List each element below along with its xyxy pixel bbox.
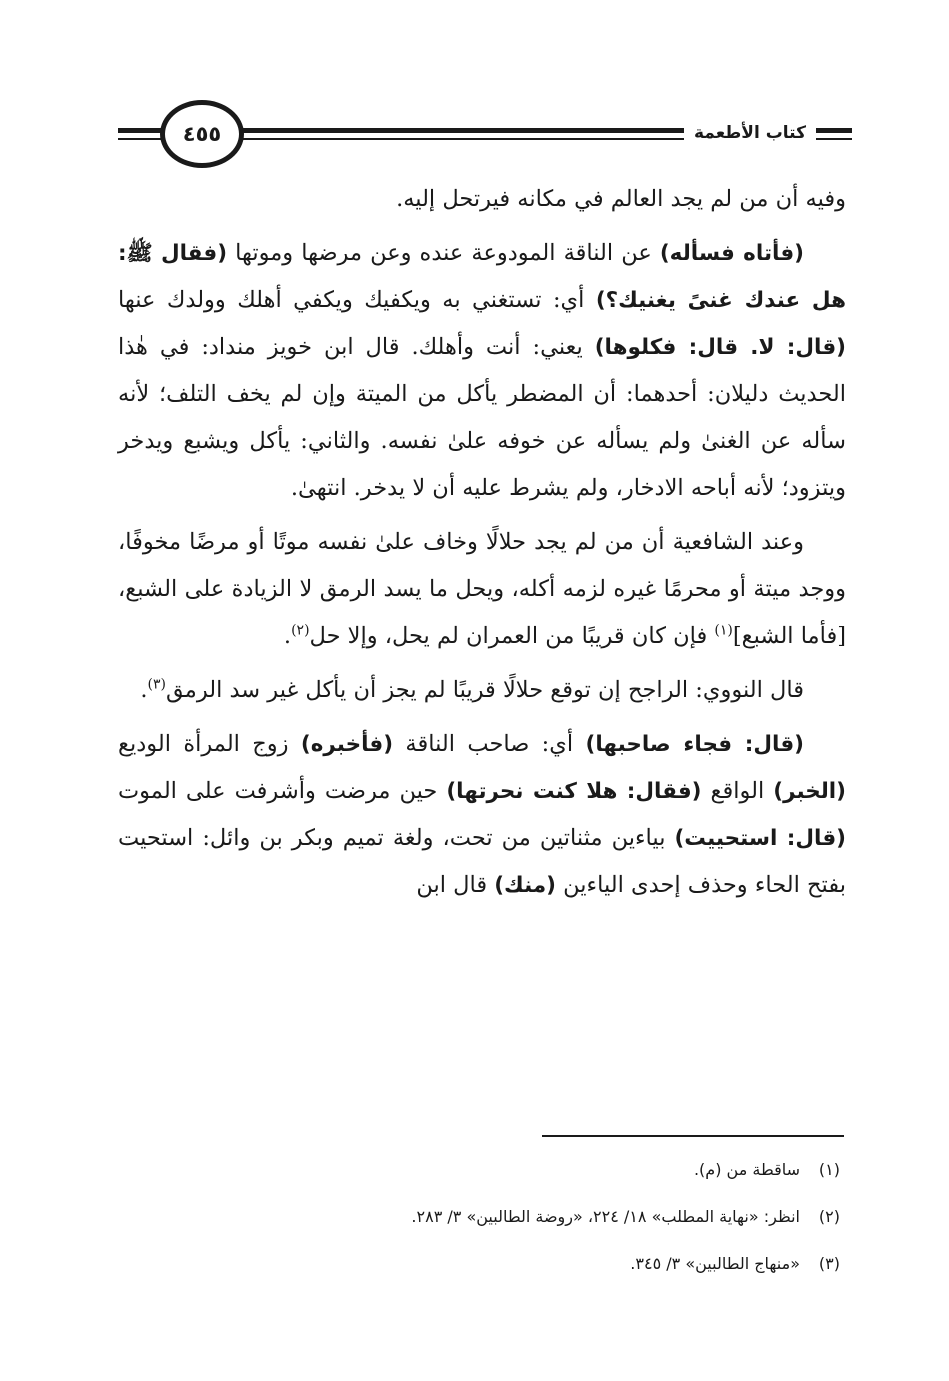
commentary-text: فإن كان قريبًا من العمران لم يحل، وإلا حل bbox=[309, 623, 715, 649]
matn-quote: (فقال ﷺ: هل عندك غنىً يغنيك؟) bbox=[118, 241, 847, 313]
footnote-number: (١) bbox=[818, 1160, 840, 1179]
footnote-text: ساقطة من (م). bbox=[693, 1160, 800, 1179]
footnote-text: «منهاج الطالبين» ٣/ ٣٤٥. bbox=[630, 1254, 800, 1273]
commentary-text: . bbox=[283, 623, 292, 649]
book-title: كتاب الأطعمة bbox=[684, 118, 816, 148]
matn-quote: (الخبر) bbox=[773, 779, 846, 804]
footnote-1 bbox=[118, 1146, 840, 1193]
paragraph-1-text: وفيه أن من لم يجد العالم في مكانه فيرتحل إليه. bbox=[396, 186, 846, 212]
matn-quote: (فقال: هلا كنت نحرتها) bbox=[446, 779, 702, 804]
main-text bbox=[118, 176, 846, 916]
paragraph-1 bbox=[118, 176, 846, 223]
commentary-text: يعني: أنت وأهلك. قال ابن خويز منداد: في هٰذا الحديث دليلان: أحدهما: أن المضطر يأكل من الميتة وإن لم يخف التلف؛ لأنه سأله عن الغنىٰ ولم يسأله عن خوفه علىٰ نفسه. والثاني: يأكل ويشبع ويدخر ويتزود؛ لأنه أباحه الادخار، ولم يشرط عليه أن لا يدخر. انتهىٰ. bbox=[118, 334, 846, 501]
matn-quote: (فأتاه فسأله) bbox=[659, 241, 804, 266]
commentary-text: أي: تستغني به ويكفيك ويكفي أهلك وولدك عنها bbox=[118, 287, 596, 313]
matn-quote: (فأخبره) bbox=[300, 732, 394, 757]
footnote-text: انظر: «نهاية المطلب» ١٨/ ٢٢٤، «روضة الطالبين» ٣/ ٢٨٣. bbox=[411, 1207, 800, 1226]
commentary-text: زوج المرأة الوديع bbox=[118, 731, 301, 757]
footnote-ref-2: (٢) bbox=[291, 622, 310, 639]
paragraph-5 bbox=[118, 721, 846, 909]
footnote-number: (٣) bbox=[818, 1254, 840, 1273]
paragraph-3 bbox=[118, 519, 846, 660]
footnote-number: (٢) bbox=[818, 1207, 840, 1226]
commentary-text: الواقع bbox=[701, 778, 774, 804]
commentary-text: حين مرضت وأشرفت على الموت bbox=[118, 778, 447, 804]
footnote-ref-1: (١) bbox=[714, 622, 733, 639]
footnote-3 bbox=[118, 1240, 840, 1287]
paragraph-4 bbox=[118, 667, 846, 714]
paragraph-2 bbox=[118, 230, 846, 512]
commentary-text: عن الناقة المودوعة عنده وعن مرضها وموتها bbox=[227, 240, 660, 266]
commentary-text: وعند الشافعية أن من لم يجد حلالًا وخاف علىٰ نفسه موتًا أو مرضًا مخوفًا، ووجد ميتة أو محرمًا غيره لزمه أكله، ويحل ما يسد الرمق لا الزيادة على الشبع، [فأما الشبع] bbox=[118, 529, 846, 649]
footnote-separator bbox=[542, 1135, 844, 1137]
footnote-2 bbox=[118, 1193, 840, 1240]
commentary-text: بياءين مثناتين من تحت، ولغة تميم وبكر بن وائل: استحيت بفتح الحاء وحذف إحدى الياءين bbox=[118, 825, 846, 898]
commentary-text: قال النووي: الراجح إن توقع حلالًا قريبًا لم يجز أن يأكل غير سد الرمق bbox=[166, 677, 804, 703]
matn-quote: (قال: لا. قال: فكلوها) bbox=[594, 335, 846, 360]
matn-quote: (قال: استحييت) bbox=[674, 826, 846, 851]
commentary-text: أي: صاحب الناقة bbox=[393, 731, 586, 757]
page-header bbox=[118, 98, 852, 168]
commentary-text: قال ابن bbox=[416, 872, 495, 898]
footnote-ref-3: (٣) bbox=[147, 676, 166, 693]
footnotes bbox=[118, 1146, 840, 1287]
matn-quote: (منك) bbox=[494, 873, 556, 898]
page-number: ٤٥٥ bbox=[160, 100, 244, 168]
matn-quote: (قال: فجاء صاحبها) bbox=[585, 732, 804, 757]
commentary-text: . bbox=[140, 677, 148, 703]
